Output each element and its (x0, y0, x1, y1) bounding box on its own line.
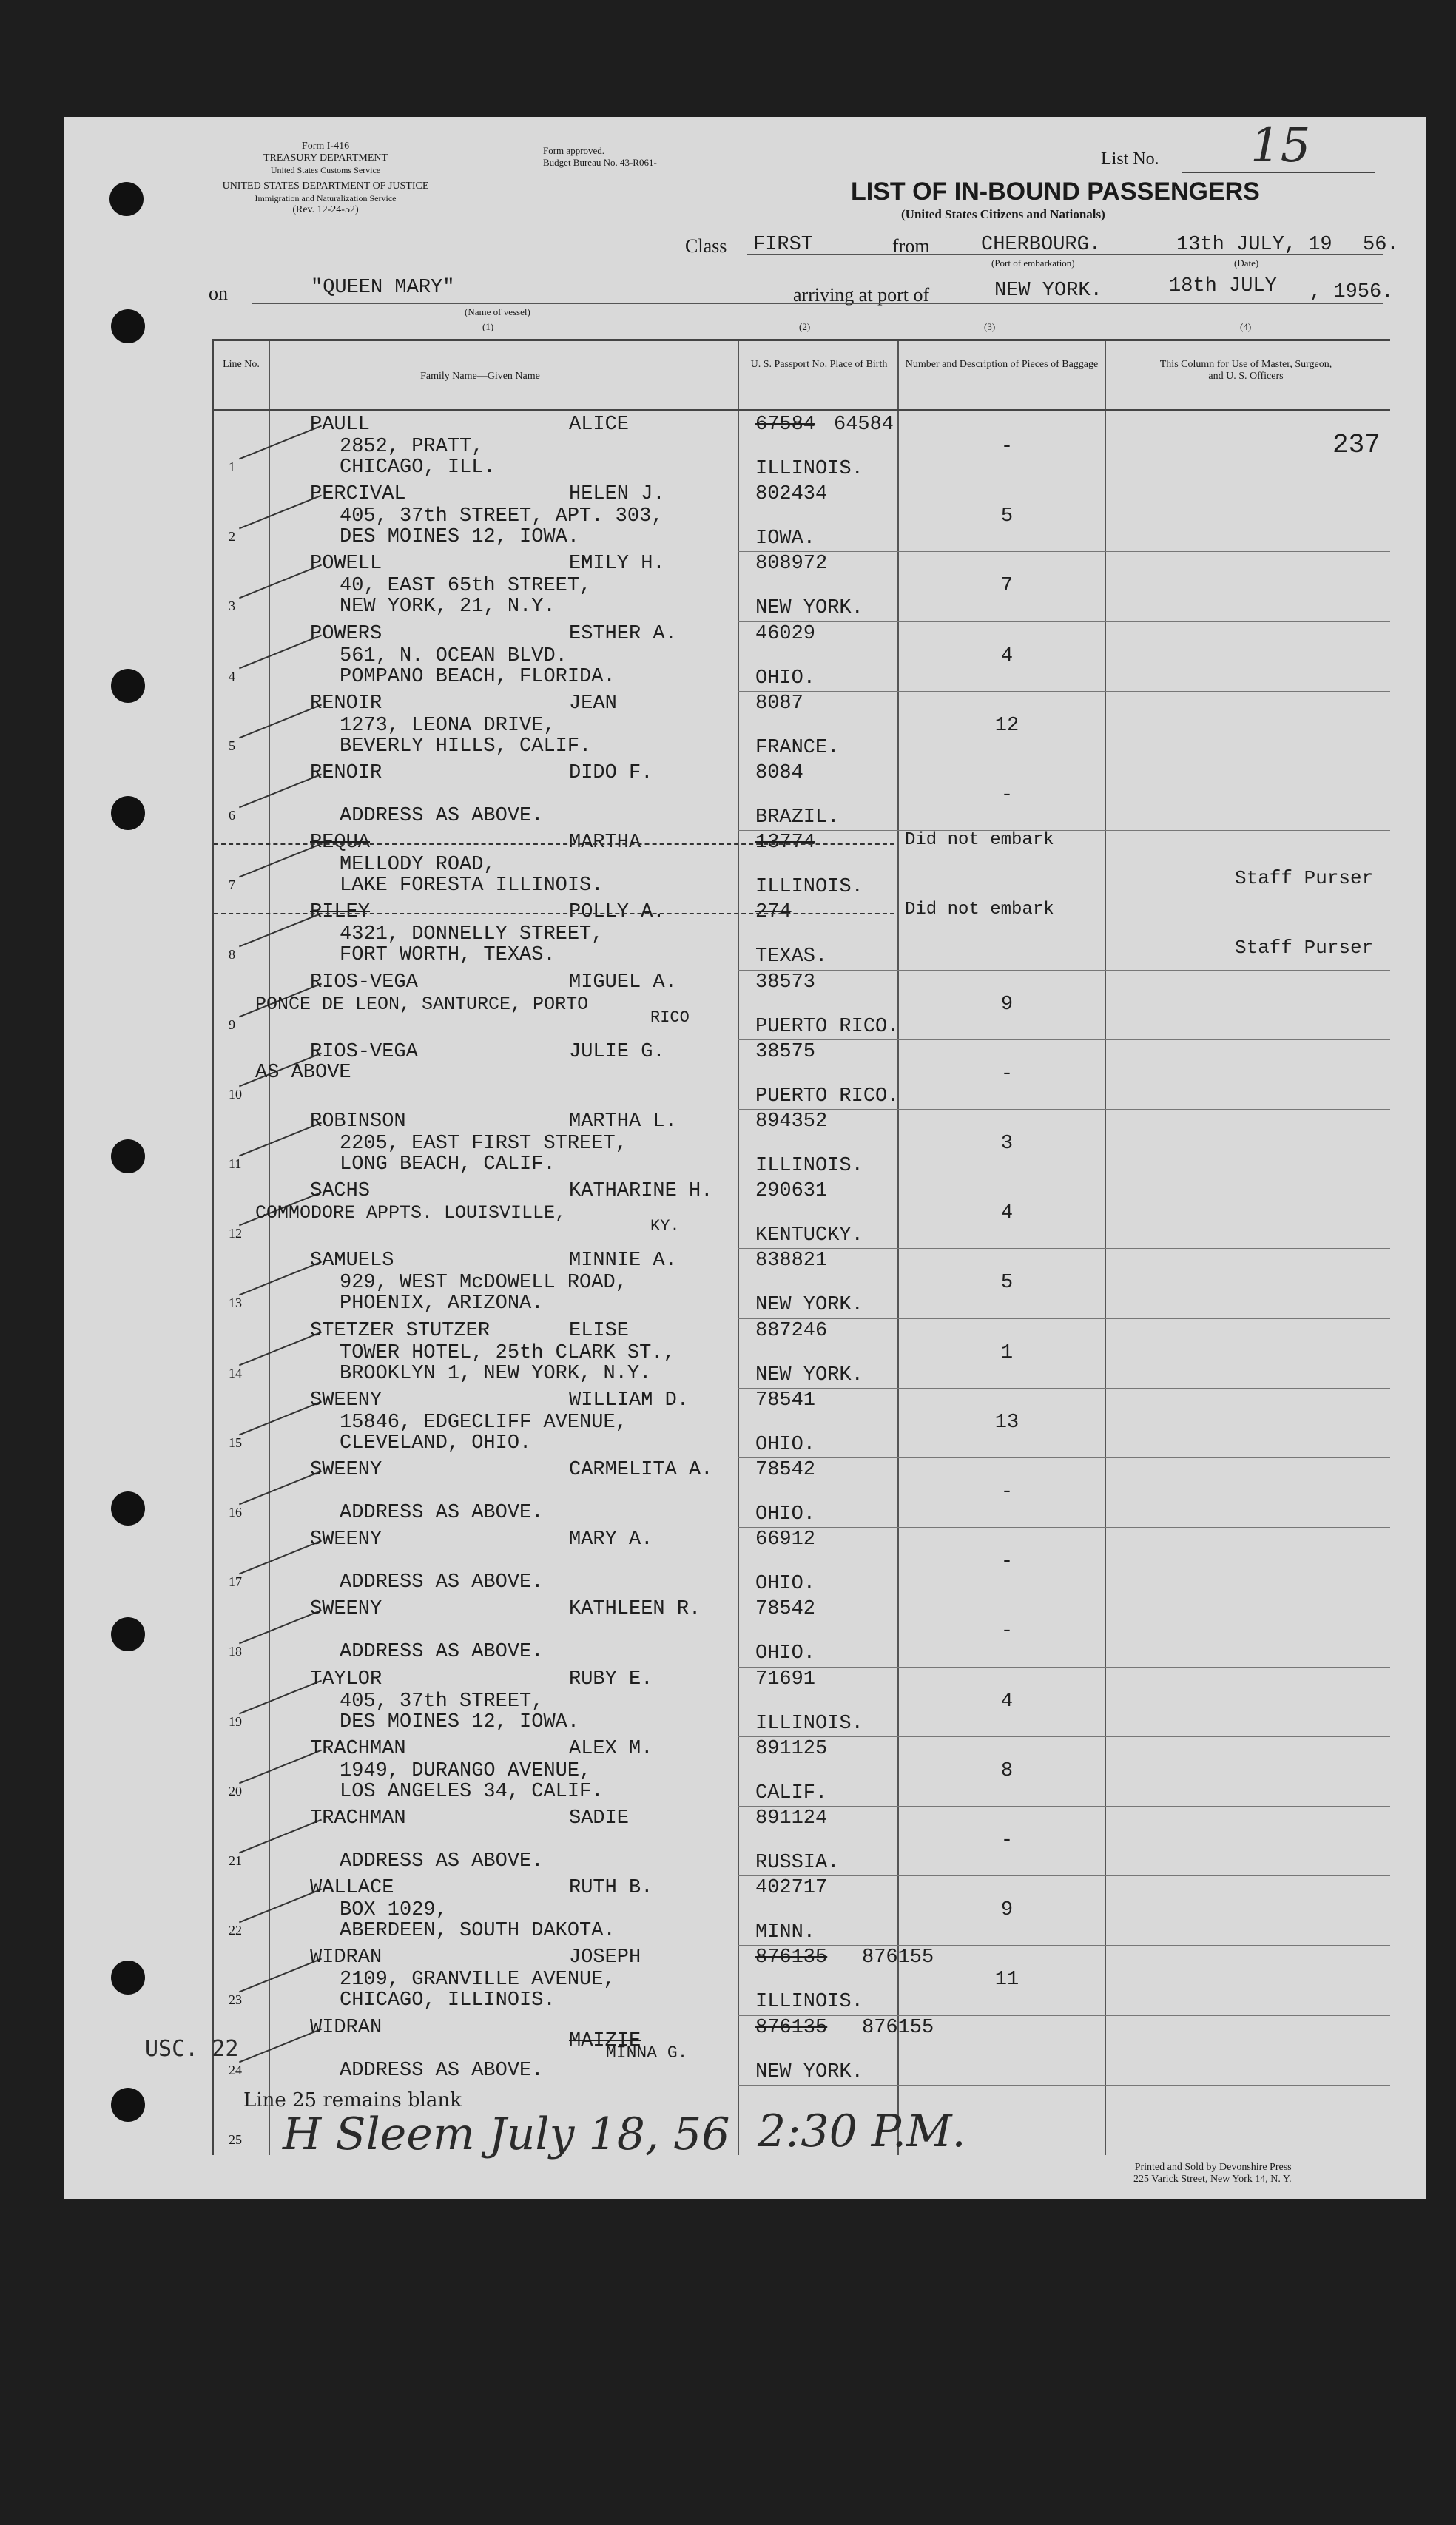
punch-hole (111, 2088, 145, 2122)
address-line-1: 405, 37th STREET, (340, 1690, 544, 1713)
table-row (214, 691, 1390, 761)
header-left (200, 141, 451, 216)
given-name: MINNA G. (606, 2043, 688, 2063)
family-name: RENOIR (310, 762, 382, 784)
address-line-1: 40, EAST 65th STREET, (340, 575, 592, 598)
line-number: 19 (229, 1713, 242, 1729)
line-number: 5 (229, 738, 235, 753)
line-number: 13 (229, 1295, 242, 1311)
place-of-birth: NEW YORK. (755, 2060, 863, 2083)
family-name: WIDRAN (310, 2016, 382, 2039)
address-line-2: PHOENIX, ARIZONA. (340, 1292, 544, 1315)
place-of-birth: OHIO. (755, 1433, 816, 1456)
table-row (214, 1109, 1390, 1179)
revision: (Rev. 12-24-52) (292, 204, 359, 215)
embark-port: CHERBOURG. (981, 234, 1102, 256)
line-number: 24 (229, 2062, 242, 2077)
table-row (214, 1597, 1390, 1666)
passport-number: 290631 (755, 1180, 828, 1203)
budget-bureau: Budget Bureau No. 43-R061- (543, 157, 657, 168)
line-number: 9 (229, 1017, 235, 1032)
address-line-2: LONG BEACH, CALIF. (340, 1153, 556, 1176)
header-divider (214, 409, 1390, 411)
baggage-count: 3 (1000, 1133, 1014, 1155)
officer-note: 237 (1332, 430, 1381, 460)
embark-port-caption: (Port of embarkation) (991, 257, 1075, 269)
passport-number: 802434 (755, 483, 828, 506)
address-line-1: MELLODY ROAD, (340, 854, 496, 877)
baggage-count: - (1000, 784, 1014, 806)
col3-number: (3) (984, 321, 996, 332)
passport-number: 891125 (755, 1737, 828, 1760)
passport-number: 887246 (755, 1319, 828, 1342)
col2-number: (2) (799, 321, 811, 332)
given-name: MARTHA (569, 832, 641, 854)
passport-number: 808972 (755, 553, 828, 576)
passport-number: 8087 (755, 692, 803, 715)
vessel-caption: (Name of vessel) (465, 306, 530, 317)
class-line (747, 254, 1383, 255)
given-name: MINNIE A. (569, 1250, 677, 1272)
address-line-1: 2109, GRANVILLE AVENUE, (340, 1969, 616, 1992)
dept-justice: UNITED STATES DEPARTMENT OF JUSTICE (222, 181, 429, 192)
arrival-date: 18th JULY (1169, 275, 1277, 297)
place-of-birth: OHIO. (755, 667, 816, 690)
list-no-line (1182, 172, 1375, 173)
address-line-2: FORT WORTH, TEXAS. (340, 944, 556, 967)
family-name: REQUA (310, 832, 371, 854)
place-of-birth: TEXAS. (755, 945, 828, 968)
place-of-birth: OHIO. (755, 1573, 816, 1596)
vessel-line (252, 303, 1383, 304)
line-number: 2 (229, 529, 235, 545)
place-of-birth: ILLINOIS. (755, 1155, 863, 1177)
form-approved: Form approved. (543, 145, 605, 156)
place-of-birth: OHIO. (755, 1642, 816, 1665)
family-name: RILEY (310, 901, 371, 924)
table-row (214, 2015, 1390, 2085)
address-line-2: LAKE FORESTA ILLINOIS. (340, 874, 604, 897)
line-number: 7 (229, 877, 235, 893)
address-line-2: ABERDEEN, SOUTH DAKOTA. (340, 1920, 616, 1943)
remark-did-not-embark: Did not embark (905, 900, 1054, 920)
given-name: JOSEPH (569, 1946, 641, 1969)
address-line-1: 929, WEST McDOWELL ROAD, (340, 1272, 627, 1295)
form-title: LIST OF IN-BOUND PASSENGERS (851, 178, 1260, 206)
baggage-count: 4 (1000, 644, 1014, 667)
printer-line-2: 225 Varick Street, New York 14, N. Y. (1133, 2174, 1292, 2185)
embark-date: 13th JULY, 19 (1176, 234, 1332, 256)
table-row (214, 621, 1390, 691)
line-number: 8 (229, 947, 235, 963)
given-name: MARY A. (569, 1528, 653, 1551)
col1-number: (1) (482, 321, 494, 332)
passport-number: 891124 (755, 1807, 828, 1830)
address-line-1: 2852, PRATT, (340, 436, 484, 458)
given-name: ELISE (569, 1319, 630, 1342)
table-row (214, 1388, 1390, 1457)
baggage-count: 9 (1000, 1899, 1014, 1922)
family-name: PERCIVAL (310, 483, 406, 506)
family-name: PAULL (310, 414, 371, 436)
address-line-1: 1273, LEONA DRIVE, (340, 714, 556, 737)
place-of-birth: MINN. (755, 1921, 816, 1944)
baggage-count: - (1000, 1481, 1014, 1503)
address-line-1: 561, N. OCEAN BLVD. (340, 644, 567, 667)
family-name: TAYLOR (310, 1668, 382, 1690)
address-line-1: 405, 37th STREET, APT. 303, (340, 505, 664, 528)
family-name: STETZER STUTZER (310, 1319, 491, 1342)
date-caption: (Date) (1234, 257, 1259, 269)
address-line-2: CHICAGO, ILL. (340, 456, 496, 479)
passport-number: 78541 (755, 1389, 816, 1412)
passport-number: 876155 (862, 1946, 934, 1969)
punch-hole (111, 1617, 145, 1651)
place-of-birth: NEW YORK. (755, 597, 863, 620)
col4-number: (4) (1240, 321, 1252, 332)
baggage-count: - (1000, 1062, 1014, 1085)
passport-struck: 876135 (755, 1946, 828, 1969)
place-of-birth: NEW YORK. (755, 1294, 863, 1317)
header-baggage: Number and Description of Pieces of Baggage (905, 359, 1099, 370)
arriving-label: arriving at port of (793, 284, 930, 306)
family-name: SWEENY (310, 1528, 382, 1551)
line-number: 6 (229, 808, 235, 823)
line-number: 25 (229, 2131, 242, 2147)
baggage-count: 11 (994, 1969, 1019, 1992)
margin-note: USC. 22 (145, 2036, 239, 2062)
strike-line (214, 913, 894, 914)
table-row (214, 1318, 1390, 1388)
given-name: MARTHA L. (569, 1110, 677, 1133)
line-number: 16 (229, 1505, 242, 1520)
family-name: SAMUELS (310, 1250, 394, 1272)
header-name: Family Name—Given Name (420, 371, 540, 382)
line-number: 20 (229, 1783, 242, 1798)
address-line-2: BEVERLY HILLS, CALIF. (340, 735, 592, 758)
table-row (214, 1875, 1390, 1945)
list-no-label: List No. (1101, 149, 1159, 169)
dept-treasury-sub: United States Customs Service (270, 165, 381, 175)
baggage-count: 13 (994, 1411, 1019, 1434)
punch-hole (111, 309, 145, 343)
address-line-1: BOX 1029, (340, 1899, 448, 1922)
family-name: SACHS (310, 1180, 371, 1203)
punch-hole (111, 1139, 145, 1173)
passport-number: 274 (755, 901, 792, 924)
table-row (214, 482, 1390, 551)
table-row (214, 1527, 1390, 1597)
table-row (214, 1806, 1390, 1875)
place-of-birth: KENTUCKY. (755, 1224, 863, 1247)
place-of-birth: ILLINOIS. (755, 458, 863, 480)
place-of-birth: IOWA. (755, 527, 816, 550)
baggage-count: 12 (994, 714, 1019, 737)
passport-struck: 876135 (755, 2016, 828, 2039)
address-line-1: PONCE DE LEON, SANTURCE, PORTO (255, 993, 589, 1015)
header-officers: This Column for Use of Master, Surgeon, and U. S. Officers (1159, 359, 1332, 382)
place-of-birth: BRAZIL. (755, 806, 840, 829)
address-line-2: ADDRESS AS ABOVE. (340, 805, 544, 827)
given-name: ALEX M. (569, 1737, 653, 1760)
line-number: 17 (229, 1574, 242, 1590)
time-note: 2:30 P.M. (758, 2106, 966, 2157)
remark-staff-purser: Staff Purser (1235, 937, 1374, 960)
given-name: KATHLEEN R. (569, 1598, 701, 1621)
family-name: SWEENY (310, 1389, 382, 1412)
table-row (214, 1945, 1390, 2015)
table-row (214, 412, 1390, 482)
baggage-count: - (1000, 1830, 1014, 1852)
line-number: 1 (229, 459, 235, 474)
family-name: WIDRAN (310, 1946, 382, 1969)
header-passport: U. S. Passport No. Place of Birth (750, 359, 888, 370)
line-number: 11 (229, 1156, 242, 1171)
passport-number: 838821 (755, 1250, 828, 1272)
family-name: RENOIR (310, 692, 382, 715)
passenger-table (212, 339, 1390, 2155)
table-row (214, 551, 1390, 621)
address-line-2: NEW YORK, 21, N.Y. (340, 596, 556, 618)
dept-justice-sub: Immigration and Naturalization Service (255, 193, 397, 203)
remark-staff-purser: Staff Purser (1235, 867, 1374, 890)
given-name: MIGUEL A. (569, 971, 677, 994)
baggage-count: 1 (1000, 1341, 1014, 1364)
punch-hole (111, 796, 145, 830)
family-name: RIOS-VEGA (310, 1040, 418, 1063)
table-row (214, 1457, 1390, 1527)
address-line-1: 1949, DURANGO AVENUE, (340, 1759, 592, 1782)
given-name: EMILY H. (569, 553, 665, 576)
line-number: 12 (229, 1226, 242, 1241)
line-number: 23 (229, 1992, 242, 2008)
family-name: POWELL (310, 553, 382, 576)
given-name: POLLY A. (569, 901, 665, 924)
passport-number: 71691 (755, 1668, 816, 1690)
family-name: TRACHMAN (310, 1737, 406, 1760)
place-of-birth: RUSSIA. (755, 1852, 840, 1874)
baggage-count: 5 (1000, 505, 1014, 528)
line-number: 10 (229, 1086, 242, 1102)
remark-did-not-embark: Did not embark (905, 830, 1054, 851)
address-line-1: COMMODORE APPTS. LOUISVILLE, (255, 1202, 567, 1224)
table-row (214, 1736, 1390, 1806)
passport-number: 38575 (755, 1040, 816, 1063)
officer-signature: H Sleem July 18, 56 (283, 2108, 730, 2160)
baggage-count: - (1000, 436, 1014, 458)
family-name: WALLACE (310, 1877, 394, 1900)
address-line-2: ADDRESS AS ABOVE. (340, 1850, 544, 1872)
given-name: RUTH B. (569, 1877, 653, 1900)
line-number: 22 (229, 1923, 242, 1938)
address-line-2: RICO (650, 1008, 690, 1027)
given-name: RUBY E. (569, 1668, 653, 1690)
passport-number: 894352 (755, 1110, 828, 1133)
baggage-count: 9 (1000, 993, 1014, 1016)
baggage-count: 8 (1000, 1759, 1014, 1782)
address-line-2: LOS ANGELES 34, CALIF. (340, 1780, 604, 1803)
embark-year: 56. (1363, 234, 1399, 256)
given-name: ALICE (569, 414, 630, 436)
baggage-count: 4 (1000, 1202, 1014, 1225)
family-name: ROBINSON (310, 1110, 406, 1133)
table-row (214, 761, 1390, 830)
punch-hole (111, 669, 145, 703)
on-label: on (209, 283, 228, 304)
passport-number: 78542 (755, 1598, 816, 1621)
given-name: WILLIAM D. (569, 1389, 690, 1412)
address-line-1: Line 25 remains blank (243, 2089, 462, 2111)
address-line-2: DES MOINES 12, IOWA. (340, 1710, 580, 1733)
table-row (214, 1667, 1390, 1736)
address-line-1: 2205, EAST FIRST STREET, (340, 1133, 627, 1155)
family-name: TRACHMAN (310, 1807, 406, 1830)
family-name: POWERS (310, 622, 382, 645)
passport-number: 64584 (834, 414, 894, 436)
given-name: SADIE (569, 1807, 630, 1830)
arrival-port: NEW YORK. (994, 280, 1102, 302)
punch-hole (109, 182, 144, 216)
given-name-struck: MAIZIE (569, 2029, 641, 2052)
passport-number: 78542 (755, 1459, 816, 1481)
line-number: 18 (229, 1644, 242, 1659)
baggage-count: 5 (1000, 1272, 1014, 1295)
place-of-birth: PUERTO RICO. (755, 1085, 900, 1108)
address-line-2: DES MOINES 12, IOWA. (340, 526, 580, 549)
passport-number: 66912 (755, 1528, 816, 1551)
place-of-birth: CALIF. (755, 1781, 828, 1804)
address-line-1: AS ABOVE (255, 1061, 351, 1084)
table-row (214, 970, 1390, 1039)
table-row (214, 1248, 1390, 1318)
place-of-birth: OHIO. (755, 1503, 816, 1526)
address-line-2: ADDRESS AS ABOVE. (340, 1571, 544, 1594)
line-number: 4 (229, 668, 235, 684)
given-name: ESTHER A. (569, 622, 677, 645)
form-subtitle: (United States Citizens and Nationals) (901, 207, 1105, 221)
passport-struck: 67584 (755, 414, 816, 436)
line-number: 21 (229, 1853, 242, 1868)
punch-hole (111, 1491, 145, 1526)
passport-number: 402717 (755, 1877, 828, 1900)
address-line-2: ADDRESS AS ABOVE. (340, 2059, 544, 2082)
punch-hole (111, 1961, 145, 1995)
address-line-2: CHICAGO, ILLINOIS. (340, 1989, 556, 2012)
address-line-2: ADDRESS AS ABOVE. (340, 1641, 544, 1664)
given-name: KATHARINE H. (569, 1180, 713, 1203)
class-label: Class (685, 235, 727, 257)
address-line-2: KY. (650, 1217, 680, 1236)
line-number: 14 (229, 1365, 242, 1381)
passport-number: 8084 (755, 762, 803, 784)
family-name: SWEENY (310, 1598, 382, 1621)
form-number: Form I-416 (301, 141, 350, 152)
passport-number: 38573 (755, 971, 816, 994)
address-line-2: POMPANO BEACH, FLORIDA. (340, 665, 616, 688)
given-name: JULIE G. (569, 1040, 665, 1063)
passport-number: 46029 (755, 622, 816, 645)
baggage-count: - (1000, 1551, 1014, 1574)
place-of-birth: NEW YORK. (755, 1363, 863, 1386)
from-label: from (892, 235, 930, 257)
dept-treasury: TREASURY DEPARTMENT (263, 152, 388, 163)
place-of-birth: ILLINOIS. (755, 1712, 863, 1735)
table-row (214, 1179, 1390, 1248)
table-row (214, 830, 1390, 900)
baggage-count: - (1000, 1620, 1014, 1643)
place-of-birth: FRANCE. (755, 736, 840, 759)
line-number: 15 (229, 1435, 242, 1450)
address-line-1: 4321, DONNELLY STREET, (340, 923, 604, 946)
table-row (214, 1039, 1390, 1109)
address-line-2: BROOKLYN 1, NEW YORK, N.Y. (340, 1362, 652, 1385)
address-line-1: 15846, EDGECLIFF AVENUE, (340, 1411, 627, 1434)
vessel-name: "QUEEN MARY" (311, 277, 455, 299)
class-value: FIRST (753, 234, 814, 256)
table-row (214, 900, 1390, 969)
given-name: HELEN J. (569, 483, 665, 506)
given-name: CARMELITA A. (569, 1459, 713, 1481)
address-line-2: CLEVELAND, OHIO. (340, 1432, 532, 1454)
arrival-year: , 1956. (1310, 281, 1394, 303)
header-line-no: Line No. (223, 359, 260, 370)
passport-number: 13774 (755, 832, 816, 854)
printer-credit (1133, 2162, 1292, 2185)
printer-line-1: Printed and Sold by Devonshire Press (1134, 2162, 1292, 2173)
family-name: RIOS-VEGA (310, 971, 418, 994)
place-of-birth: PUERTO RICO. (755, 1015, 900, 1038)
line-number: 3 (229, 599, 235, 614)
address-line-1: TOWER HOTEL, 25th CLARK ST., (340, 1341, 675, 1364)
address-line-2: ADDRESS AS ABOVE. (340, 1502, 544, 1524)
strike-line (214, 843, 894, 845)
baggage-count: 4 (1000, 1690, 1014, 1713)
baggage-count: 7 (1000, 575, 1014, 598)
list-number: 15 (1250, 118, 1311, 173)
given-name: DIDO F. (569, 762, 653, 784)
passport-number: 876155 (862, 2016, 934, 2039)
approval (543, 145, 657, 169)
given-name: JEAN (569, 692, 617, 715)
place-of-birth: ILLINOIS. (755, 876, 863, 899)
place-of-birth: ILLINOIS. (755, 1991, 863, 2014)
family-name: SWEENY (310, 1459, 382, 1481)
